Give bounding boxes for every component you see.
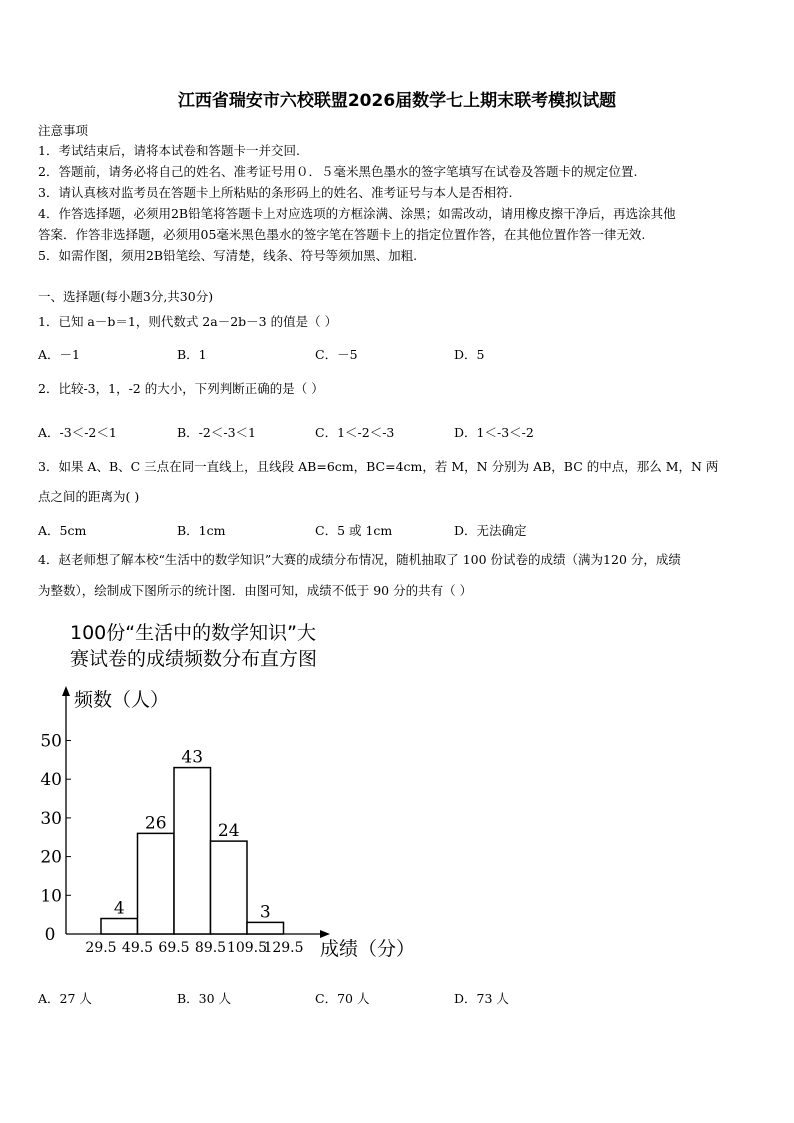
bar-value-label: 4 — [113, 898, 125, 919]
q1-option-a[interactable]: A．－1 — [38, 347, 80, 362]
q2-option-c[interactable]: C．1＜-2＜-3 — [315, 425, 395, 440]
notice-item: 答案．作答非选择题，必须用05毫米黑色墨水的签字笔在答题卡上的指定位置作答，在其他位置作答一律无效. — [38, 227, 646, 242]
histogram-bar — [101, 919, 138, 934]
q4-option-c[interactable]: C．70 人 — [315, 991, 370, 1006]
x-tick-label: 129.5 — [263, 940, 304, 956]
chart-title-line-2: 赛试卷的成绩频数分布直方图 — [70, 648, 318, 670]
q3-option-a[interactable]: A．5cm — [38, 523, 87, 538]
q4-option-a[interactable]: A．27 人 — [38, 991, 92, 1006]
histogram-bar — [174, 768, 211, 934]
x-tick-label: 109.5 — [226, 940, 268, 956]
page-title: 江西省瑞安市六校联盟2026届数学七上期末联考模拟试题 — [177, 91, 617, 111]
q1-option-b[interactable]: B．1 — [177, 347, 207, 362]
question-3-stem: 3．如果 A、B、C 三点在同一直线上，且线段 AB=6cm，BC=4cm，若 M，N 分别为 AB，BC 的中点，那么 M，N 两 — [38, 459, 719, 474]
question-4-stem-cont: 为整数），绘制成下图所示的统计图．由图可知，成绩不低于 90 分的共有（ ） — [38, 583, 473, 598]
notice-item: 2．答题前，请务必将自己的姓名、准考证号用０．５毫米黑色墨水的签字笔填写在试卷及答题卡的规定位置. — [38, 164, 638, 179]
x-tick-label: 89.5 — [194, 940, 227, 956]
q3-option-d[interactable]: D．无法确定 — [454, 523, 527, 538]
bar-value-label: 24 — [217, 821, 240, 842]
question-3-stem-cont: 点之间的距离为( ) — [38, 489, 140, 504]
bar-value-label: 43 — [181, 747, 204, 768]
y-axis-label: 频数（人） — [74, 689, 170, 711]
bar-value-label: 3 — [259, 902, 271, 923]
section-heading: 一、选择题(每小题3分,共30分) — [38, 289, 214, 304]
histogram-bar — [211, 841, 248, 934]
notice-item: 3．请认真核对监考员在答题卡上所粘贴的条形码上的姓名、准考证号与本人是否相符. — [38, 185, 513, 200]
y-tick-label: 50 — [40, 731, 62, 752]
chart-title — [70, 620, 400, 672]
q2-option-a[interactable]: A．-3＜-2＜1 — [38, 425, 117, 440]
question-1-stem: 1．已知 a－b＝1，则代数式 2a－2b－3 的值是（ ） — [38, 314, 338, 329]
notice-item: 1．考试结束后，请将本试卷和答题卡一并交回. — [38, 143, 300, 158]
histogram-bar — [138, 833, 175, 934]
y-tick-label: 10 — [40, 886, 62, 907]
question-4-stem: 4．赵老师想了解本校“生活中的数学知识”大赛的成绩分布情况，随机抽取了 100 份试卷的成绩（满为120 分，成绩 — [38, 552, 681, 567]
notice-heading: 注意事项 — [38, 123, 89, 138]
notice-item: 4．作答选择题，必须用2B铅笔将答题卡上对应选项的方框涂满、涂黑；如需改动，请用橡皮擦干净后，再选涂其他 — [38, 206, 676, 221]
histogram-bar — [247, 922, 284, 934]
x-tick-label: 69.5 — [158, 940, 190, 956]
x-tick-label: 49.5 — [121, 940, 154, 956]
q2-option-d[interactable]: D．1＜-3＜-2 — [454, 425, 534, 440]
question-2-stem: 2．比较-3，1，-2 的大小，下列判断正确的是（ ） — [38, 381, 324, 396]
y-tick-label: 20 — [40, 847, 62, 868]
q3-option-c[interactable]: C．5 或 1cm — [315, 523, 393, 538]
q4-option-d[interactable]: D．73 人 — [454, 991, 509, 1006]
y-tick-label: 40 — [40, 770, 62, 791]
y-tick-label: 30 — [40, 808, 62, 829]
q1-option-d[interactable]: D．5 — [454, 347, 485, 362]
q2-option-b[interactable]: B．-2＜-3＜1 — [177, 425, 256, 440]
bar-value-label: 26 — [144, 813, 167, 834]
y-axis-arrow — [62, 686, 70, 696]
histogram-chart — [0, 680, 460, 970]
q1-option-c[interactable]: C．－5 — [315, 347, 358, 362]
x-axis-arrow — [320, 930, 330, 938]
q3-option-b[interactable]: B．1cm — [177, 523, 226, 538]
origin-label: 0 — [44, 925, 56, 945]
q4-option-b[interactable]: B．30 人 — [177, 991, 232, 1006]
x-axis-label: 成绩（分） — [320, 938, 416, 960]
chart-title-line-1: 100份“生活中的数学知识”大 — [70, 622, 316, 644]
notice-item: 5．如需作图，须用2B铅笔绘、写清楚，线条、符号等须加黑、加粗. — [38, 248, 418, 263]
x-tick-label: 29.5 — [85, 940, 117, 956]
